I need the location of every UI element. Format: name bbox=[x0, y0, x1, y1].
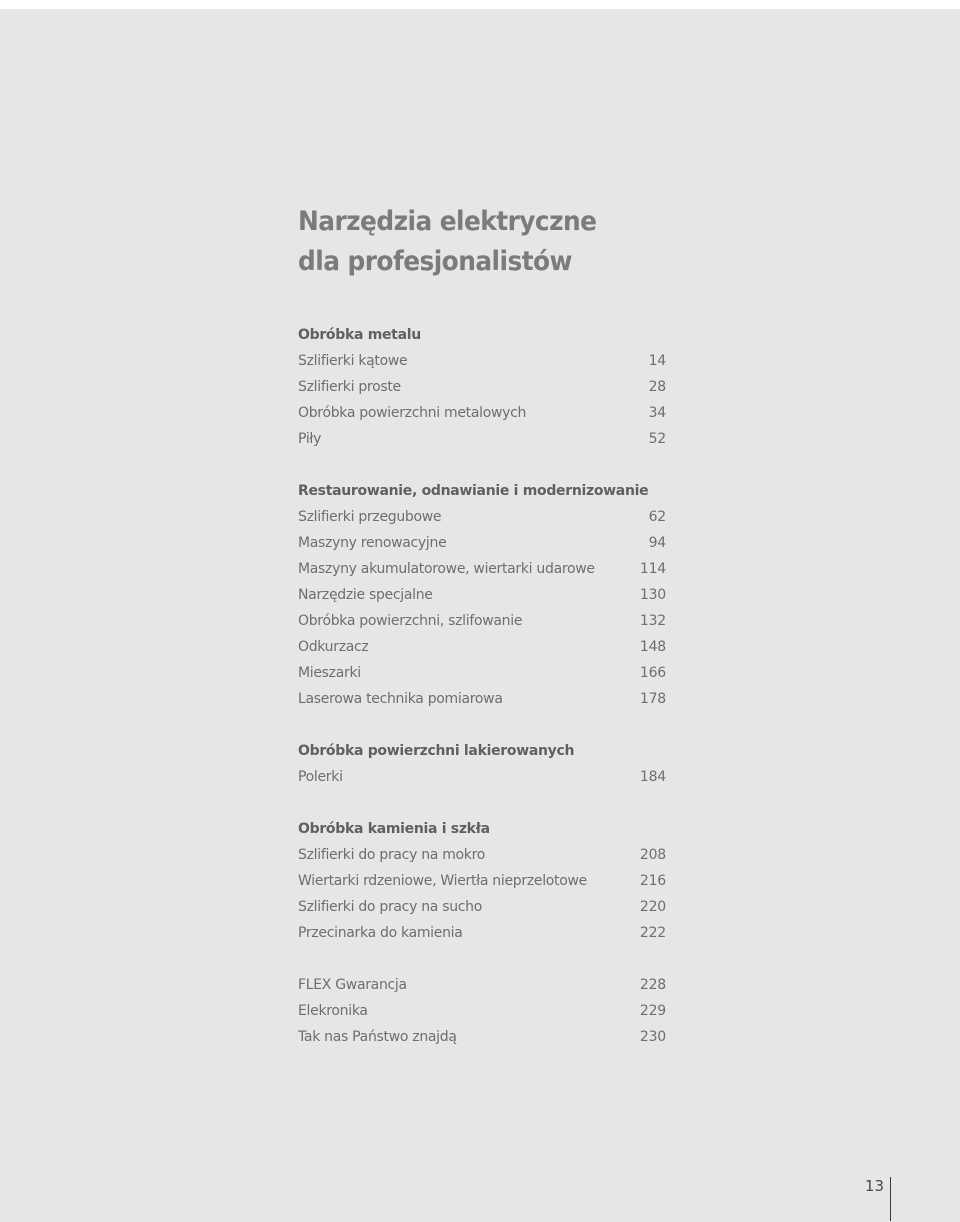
document-page bbox=[0, 9, 960, 1222]
section-heading: Obróbka metalu bbox=[298, 327, 421, 343]
toc-entry-label: Maszyny akumulatorowe, wiertarki udarowe bbox=[298, 561, 595, 577]
page-number-divider bbox=[890, 1177, 891, 1221]
toc-entry bbox=[298, 530, 666, 556]
title-line-2: dla profesjonalistów bbox=[298, 246, 572, 277]
toc-entry-page: 184 bbox=[639, 769, 666, 785]
toc-entry-page: 94 bbox=[648, 535, 666, 551]
toc-entry-label: Obróbka powierzchni, szlifowanie bbox=[298, 613, 523, 629]
toc-entry-label: Odkurzacz bbox=[298, 639, 369, 655]
toc-entry bbox=[298, 842, 666, 868]
toc-entry bbox=[298, 998, 666, 1024]
toc-entry-label: Polerki bbox=[298, 769, 343, 785]
toc-entry-label: Wiertarki rdzeniowe, Wiertła nieprzelotowe bbox=[298, 873, 587, 889]
toc-entry-page: 34 bbox=[648, 405, 666, 421]
toc-entry-label: Szlifierki kątowe bbox=[298, 353, 408, 369]
toc-entry-label: Przecinarka do kamienia bbox=[298, 925, 463, 941]
toc-entry-label: Piły bbox=[298, 431, 322, 447]
document-title bbox=[298, 202, 637, 282]
toc-entry-label: Maszyny renowacyjne bbox=[298, 535, 447, 551]
toc-entry-page: 216 bbox=[639, 873, 666, 889]
toc-section bbox=[298, 478, 666, 712]
toc-entry-page: 208 bbox=[639, 847, 666, 863]
section-heading: Restaurowanie, odnawianie i modernizowanie bbox=[298, 483, 649, 499]
toc-entry bbox=[298, 426, 666, 452]
toc-entry bbox=[298, 1024, 666, 1050]
toc-entry-label: Szlifierki proste bbox=[298, 379, 401, 395]
toc-entry-page: 130 bbox=[639, 587, 666, 603]
toc-entry-label: Mieszarki bbox=[298, 665, 361, 681]
toc-entry-page: 220 bbox=[639, 899, 666, 915]
toc-entry bbox=[298, 582, 666, 608]
toc-entry bbox=[298, 686, 666, 712]
toc-entry-page: 228 bbox=[639, 977, 666, 993]
toc-entry-label: Elekronika bbox=[298, 1003, 368, 1019]
section-heading: Obróbka kamienia i szkła bbox=[298, 821, 490, 837]
toc-entry-label: Tak nas Państwo znajdą bbox=[298, 1029, 457, 1045]
toc-section bbox=[298, 322, 666, 452]
toc-entry bbox=[298, 920, 666, 946]
toc-entry bbox=[298, 504, 666, 530]
toc-entry bbox=[298, 972, 666, 998]
toc-entry-page: 222 bbox=[639, 925, 666, 941]
toc-entry-page: 230 bbox=[639, 1029, 666, 1045]
toc-entry-label: Obróbka powierzchni metalowych bbox=[298, 405, 527, 421]
toc-entry-page: 166 bbox=[639, 665, 666, 681]
toc-entry-page: 132 bbox=[639, 613, 666, 629]
table-of-contents bbox=[298, 202, 666, 1076]
toc-entry bbox=[298, 894, 666, 920]
toc-entry bbox=[298, 634, 666, 660]
toc-entry-page: 148 bbox=[639, 639, 666, 655]
toc-entry-label: Narzędzie specjalne bbox=[298, 587, 433, 603]
toc-section bbox=[298, 738, 666, 790]
toc-entry-page: 178 bbox=[639, 691, 666, 707]
toc-entry-label: Szlifierki przegubowe bbox=[298, 509, 442, 525]
toc-entry bbox=[298, 556, 666, 582]
toc-entry-page: 229 bbox=[639, 1003, 666, 1019]
section-heading: Obróbka powierzchni lakierowanych bbox=[298, 743, 575, 759]
page-number: 13 bbox=[864, 1177, 884, 1195]
toc-entry bbox=[298, 868, 666, 894]
toc-entry-page: 52 bbox=[648, 431, 666, 447]
toc-entry-page: 62 bbox=[648, 509, 666, 525]
toc-entry bbox=[298, 400, 666, 426]
toc-entry-label: Laserowa technika pomiarowa bbox=[298, 691, 503, 707]
toc-entry-label: FLEX Gwarancja bbox=[298, 977, 407, 993]
toc-entry-page: 114 bbox=[639, 561, 666, 577]
toc-entry-page: 28 bbox=[648, 379, 666, 395]
toc-entry bbox=[298, 660, 666, 686]
toc-entry bbox=[298, 348, 666, 374]
toc-sections bbox=[298, 322, 666, 1050]
title-line-1: Narzędzia elektryczne bbox=[298, 206, 597, 237]
toc-section bbox=[298, 972, 666, 1050]
toc-entry-page: 14 bbox=[648, 353, 666, 369]
toc-section bbox=[298, 816, 666, 946]
toc-entry-label: Szlifierki do pracy na sucho bbox=[298, 899, 483, 915]
toc-entry bbox=[298, 764, 666, 790]
toc-entry bbox=[298, 608, 666, 634]
toc-entry bbox=[298, 374, 666, 400]
toc-entry-label: Szlifierki do pracy na mokro bbox=[298, 847, 486, 863]
